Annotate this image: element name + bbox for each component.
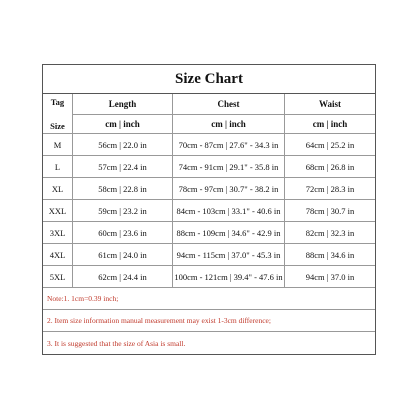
table-row [43, 266, 375, 288]
length-cell: 61cm | 24.0 in [73, 244, 173, 266]
length-cell: 60cm | 23.6 in [73, 222, 173, 244]
waist-cell: 78cm | 30.7 in [285, 200, 375, 222]
size-cell: L [43, 156, 73, 178]
chest-cell: 70cm - 87cm | 27.6" - 34.3 in [173, 134, 285, 156]
length-cell: 56cm | 22.0 in [73, 134, 173, 156]
chest-unit: cm | inch [173, 115, 285, 134]
tag-size-header [43, 94, 73, 134]
chest-cell: 84cm - 103cm | 33.1" - 40.6 in [173, 200, 285, 222]
chest-cell: 94cm - 115cm | 37.0" - 45.3 in [173, 244, 285, 266]
length-cell: 62cm | 24.4 in [73, 266, 173, 288]
table-row [43, 134, 375, 156]
waist-cell: 72cm | 28.3 in [285, 178, 375, 200]
table-row [43, 178, 375, 200]
waist-cell: 64cm | 25.2 in [285, 134, 375, 156]
length-cell: 57cm | 22.4 in [73, 156, 173, 178]
size-cell: 3XL [43, 222, 73, 244]
title-row [43, 65, 375, 94]
waist-header: Waist [285, 94, 375, 115]
table-row [43, 244, 375, 266]
chart-title: Size Chart [175, 70, 243, 87]
note-3: 3. It is suggested that the size of Asia is small. [47, 338, 186, 348]
size-label: Size [50, 120, 65, 131]
size-cell: XXL [43, 200, 73, 222]
size-chart [42, 64, 376, 355]
size-cell: 4XL [43, 244, 73, 266]
size-cell: 5XL [43, 266, 73, 288]
chest-cell: 100cm - 121cm | 39.4" - 47.6 in [173, 266, 285, 288]
chest-header: Chest [173, 94, 285, 115]
size-cell: M [43, 134, 73, 156]
size-cell: XL [43, 178, 73, 200]
chest-cell: 88cm - 109cm | 34.6" - 42.9 in [173, 222, 285, 244]
table-row [43, 222, 375, 244]
size-table-header [43, 94, 375, 134]
length-unit: cm | inch [73, 115, 173, 134]
table-row [43, 156, 375, 178]
note-1: Note:1. 1cm=0.39 inch; [43, 288, 375, 310]
chest-cell: 78cm - 97cm | 30.7" - 38.2 in [173, 178, 285, 200]
length-cell: 59cm | 23.2 in [73, 200, 173, 222]
waist-cell: 82cm | 32.3 in [285, 222, 375, 244]
tag-label: Tag [50, 96, 65, 107]
length-cell: 58cm | 22.8 in [73, 178, 173, 200]
note-2: 2. Item size information manual measurement may exist 1-3cm difference; [43, 310, 375, 332]
waist-cell: 88cm | 34.6 in [285, 244, 375, 266]
waist-cell: 94cm | 37.0 in [285, 266, 375, 288]
waist-cell: 68cm | 26.8 in [285, 156, 375, 178]
length-header: Length [73, 94, 173, 115]
chest-cell: 74cm - 91cm | 29.1" - 35.8 in [173, 156, 285, 178]
table-row [43, 200, 375, 222]
waist-unit: cm | inch [285, 115, 375, 134]
